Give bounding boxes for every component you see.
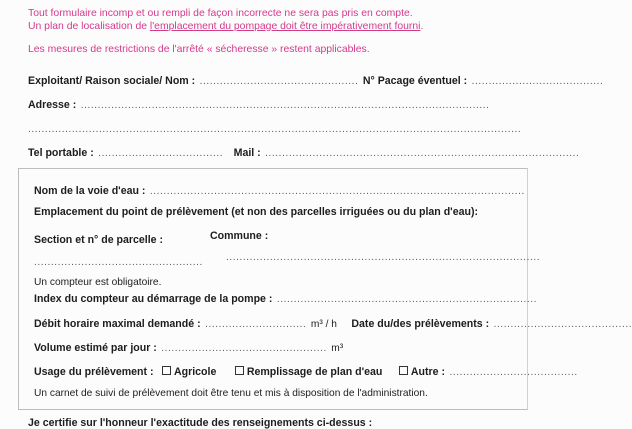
remplissage-checkbox[interactable]	[235, 366, 244, 375]
compteur-obligatoire: Un compteur est obligatoire.	[34, 277, 162, 288]
index-field[interactable]: .............................................................................	[276, 294, 538, 305]
volume-label: Volume estimé par jour :	[34, 342, 157, 354]
usage-row	[34, 362, 578, 380]
contact-row	[28, 143, 579, 161]
carnet-notice: Un carnet de suivi de prélèvement doit être tenu et mis à disposition de l'administration.	[34, 388, 428, 399]
exploitant-label: Exploitant/ Raison sociale/ Nom :	[28, 75, 196, 87]
debit-unit: m³ / h	[310, 319, 337, 330]
index-row	[34, 289, 537, 307]
voie-row	[34, 181, 525, 199]
section-commune-row	[34, 230, 269, 248]
volume-field[interactable]: .................................................	[161, 343, 327, 354]
section-field[interactable]: ..................................................	[34, 257, 203, 268]
adresse-field-2[interactable]: ..................................................................................................................................................	[28, 124, 522, 135]
date-label: Date du/des prélèvements :	[351, 318, 490, 330]
notice-drought-restrictions: Les mesures de restrictions de l'arrêté « sécheresse » restent applicables.	[28, 44, 370, 55]
commune-label: Commune :	[210, 230, 269, 242]
autre-checkbox[interactable]	[399, 366, 408, 375]
volume-row	[34, 338, 343, 356]
section-commune-fields-row	[34, 252, 541, 270]
debit-field[interactable]: ..............................	[205, 319, 307, 330]
certify-statement: Je certifie sur l'honneur l'exactitude des renseignements ci-dessus :	[28, 417, 373, 429]
notice-location-plan	[28, 21, 423, 32]
notice-location-plan-link: l'emplacement du pompage doit être impérativement fourni	[149, 21, 421, 32]
volume-unit: m³	[331, 343, 344, 354]
section-label: Section et n° de parcelle :	[34, 234, 164, 246]
notice-location-plan-pre: Un plan de localisation de	[28, 21, 150, 32]
remplissage-label: Remplissage de plan d'eau	[246, 366, 383, 378]
voie-label: Nom de la voie d'eau :	[34, 185, 146, 197]
tel-field[interactable]: .....................................	[98, 148, 224, 159]
notice-incomplete-form: Tout formulaire incomp et ou rempli de façon incorrecte ne sera pas pris en compte.	[28, 8, 413, 19]
notice-location-plan-post: .	[420, 21, 424, 32]
commune-field[interactable]: .............................................................................................	[226, 252, 541, 263]
exploitant-row	[28, 71, 603, 89]
adresse-field[interactable]: .........................................................................................................................	[80, 100, 490, 111]
date-field[interactable]: .........................................	[493, 319, 632, 330]
adresse-label: Adresse :	[28, 99, 77, 111]
exploitant-field[interactable]: ...............................................	[199, 76, 359, 87]
autre-field[interactable]: ......................................	[449, 367, 578, 378]
debit-row	[34, 314, 632, 332]
agricole-label: Agricole	[173, 366, 217, 378]
index-label: Index du compteur au démarrage de la pompe :	[34, 293, 273, 305]
voie-field[interactable]: ...............................................................................................................	[149, 186, 525, 197]
adresse-row-2	[28, 119, 521, 137]
emplacement-label: Emplacement du point de prélèvement (et non des parcelles irriguées ou du plan d'eau):	[34, 206, 479, 218]
agricole-checkbox[interactable]	[162, 366, 171, 375]
pacage-label: N° Pacage éventuel :	[362, 75, 468, 87]
mail-field[interactable]: .............................................................................................	[265, 148, 580, 159]
pacage-field[interactable]: .......................................	[471, 76, 604, 87]
adresse-row	[28, 95, 490, 113]
autre-label: Autre :	[410, 366, 445, 378]
usage-label: Usage du prélèvement :	[34, 366, 154, 378]
tel-label: Tel portable :	[28, 147, 94, 159]
debit-label: Débit horaire maximal demandé :	[34, 318, 201, 330]
mail-label: Mail :	[233, 147, 261, 159]
